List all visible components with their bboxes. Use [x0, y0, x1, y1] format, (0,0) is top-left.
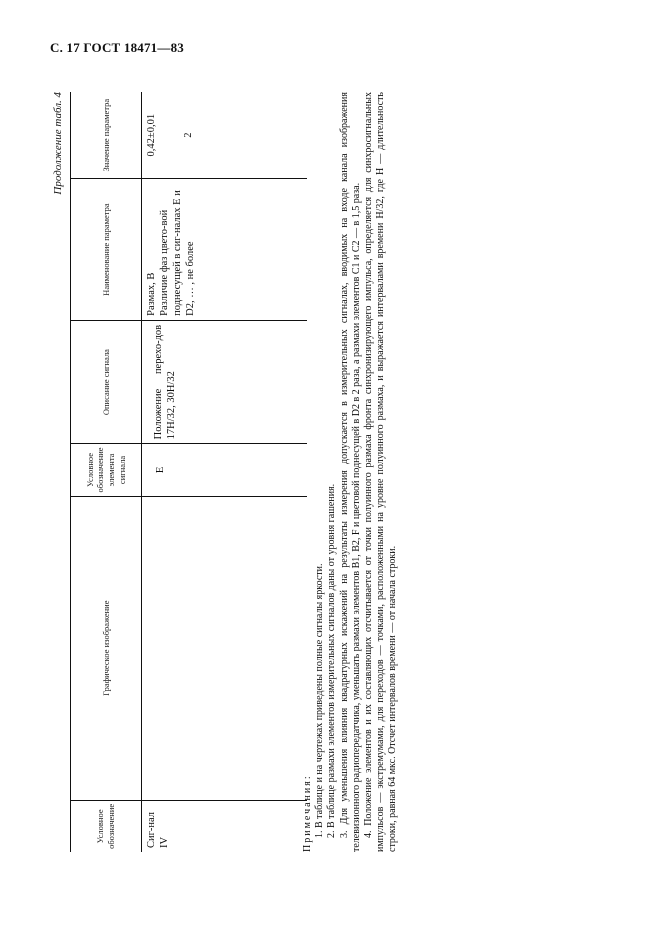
- col-param-value: Значение параметра: [71, 92, 142, 179]
- page-header: С. 17 ГОСТ 18471—83: [50, 40, 184, 55]
- col-condition: Условное обозначение: [71, 800, 142, 852]
- note-item: 1. В таблице и на чертежах приведены полные сигналы яркости.: [314, 563, 326, 838]
- cell-param-name: [142, 179, 308, 321]
- col-element: Условное обозначение элемента сигнала: [71, 444, 142, 496]
- col-param-name: Наименование параметра: [71, 179, 142, 321]
- cell-description: Положение перехо-дов 17H/32, 30H/32: [142, 320, 308, 443]
- cell-element: Е: [142, 444, 308, 496]
- param-value-phase-diff: 2: [183, 132, 195, 138]
- cell-param-value: [142, 92, 308, 179]
- cell-graphic: [142, 496, 308, 800]
- table-continuation-label: Продолжение табл. 4: [52, 92, 64, 195]
- note-item: 2. В таблице размахи элементов измерительных сигналов даны от уровня гашения.: [326, 483, 338, 838]
- note-item: 4. Положение элементов и их составляющих отсчитывается от точки полуинного размаха фронта синхронизирующего импульса, определяется для синхросигнальных импульсов — экстремумами, для переходов — точками, расположенными на уровне полуинного размаха, и выражается интервалами времени H/32, где H — длительность строки, равная 64 мкс. Отсчет интервалов времени — от начала строки.: [362, 92, 399, 852]
- table-header-row: [71, 92, 142, 852]
- col-graphic: Графическое изображение: [71, 496, 142, 800]
- notes-title: Примечания:: [302, 774, 313, 852]
- rotated-content: [50, 92, 430, 852]
- param-value-amplitude: 0,42±0,01: [146, 113, 157, 157]
- table-row: [142, 92, 308, 852]
- param-name-phase-diff: Различие фаз цвето-вой поднесущей в сиг-налах Е и D2, … , не более: [159, 190, 197, 316]
- parameters-table: [70, 92, 307, 852]
- param-name-amplitude: Размах, В: [146, 272, 157, 316]
- note-item: 3. Для уменьшения влияния квадратурных искажений на результаты измерения допускается в измерительных сигналах, вводимых на входе канала изображения телевизионного радиопередатчика, уменьшать размахи элементов B1, B2, F и цветовой поднесущей в D2 в 2 раза, а размахи элементов C1 и C2 — в 1,5 раза.: [338, 92, 362, 852]
- cell-condition: Сиг-нал IV: [146, 811, 171, 848]
- notes: [302, 92, 400, 852]
- col-description: Описание сигнала: [71, 320, 142, 443]
